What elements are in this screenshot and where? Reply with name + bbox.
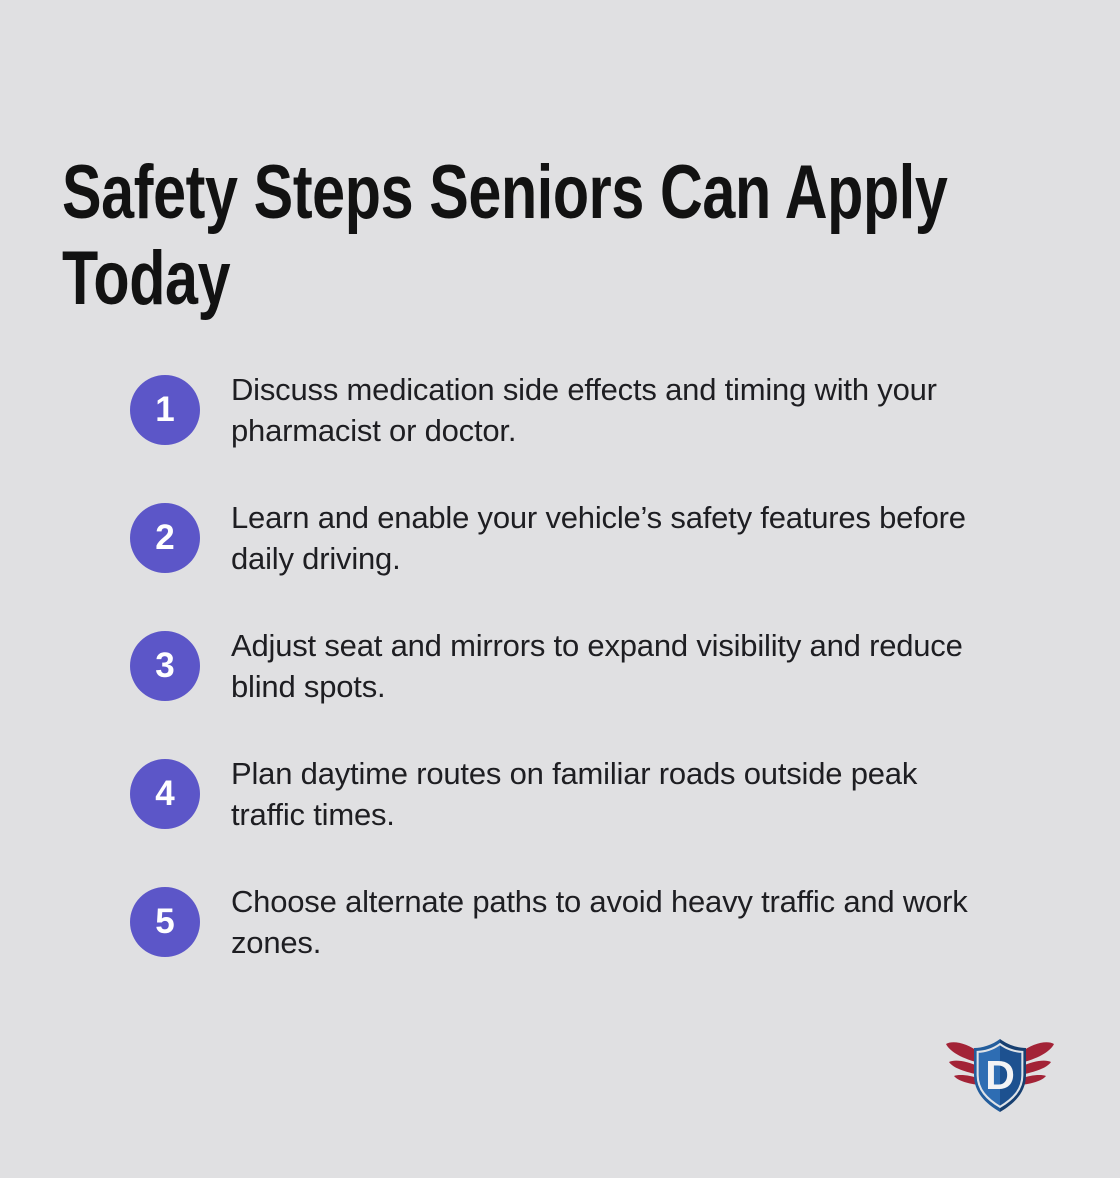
- shield-wings-logo: [944, 1037, 1056, 1115]
- step-number: 1: [155, 390, 175, 429]
- step-number-badge-3: [130, 631, 200, 701]
- step-item-2: [130, 497, 968, 579]
- step-text-line: Plan daytime routes on familiar roads outside peak: [231, 756, 918, 791]
- step-text-2: [231, 497, 966, 579]
- step-text-line: pharmacist or doctor.: [231, 413, 517, 448]
- step-number: 4: [155, 774, 175, 813]
- step-text-line: daily driving.: [231, 541, 401, 576]
- step-text-1: [231, 369, 937, 451]
- step-text-3: [231, 625, 963, 707]
- step-number: 2: [155, 518, 175, 557]
- step-text-line: Adjust seat and mirrors to expand visibility and reduce: [231, 628, 963, 663]
- step-item-4: [130, 753, 968, 835]
- logo-letter: D: [985, 1052, 1015, 1098]
- step-item-5: [130, 881, 968, 963]
- page-title-line-1: Safety Steps Seniors Can Apply: [62, 149, 948, 235]
- step-number: 3: [155, 646, 175, 685]
- step-number: 5: [155, 902, 175, 941]
- page-title: [62, 150, 947, 322]
- step-text-line: Learn and enable your vehicle’s safety features before: [231, 500, 966, 535]
- step-number-badge-5: [130, 887, 200, 957]
- step-text-line: Discuss medication side effects and timing with your: [231, 372, 937, 407]
- step-text-4: [231, 753, 917, 835]
- step-number-badge-1: [130, 375, 200, 445]
- shield-wings-logo-icon: [944, 1037, 1056, 1115]
- step-text-5: [231, 881, 968, 963]
- step-text-line: zones.: [231, 925, 322, 960]
- page-title-line-2: Today: [62, 235, 231, 321]
- steps-list: [130, 369, 968, 1009]
- step-number-badge-2: [130, 503, 200, 573]
- step-text-line: traffic times.: [231, 797, 395, 832]
- step-text-line: blind spots.: [231, 669, 386, 704]
- step-item-3: [130, 625, 968, 707]
- step-text-line: Choose alternate paths to avoid heavy traffic and work: [231, 884, 968, 919]
- step-number-badge-4: [130, 759, 200, 829]
- step-item-1: [130, 369, 968, 451]
